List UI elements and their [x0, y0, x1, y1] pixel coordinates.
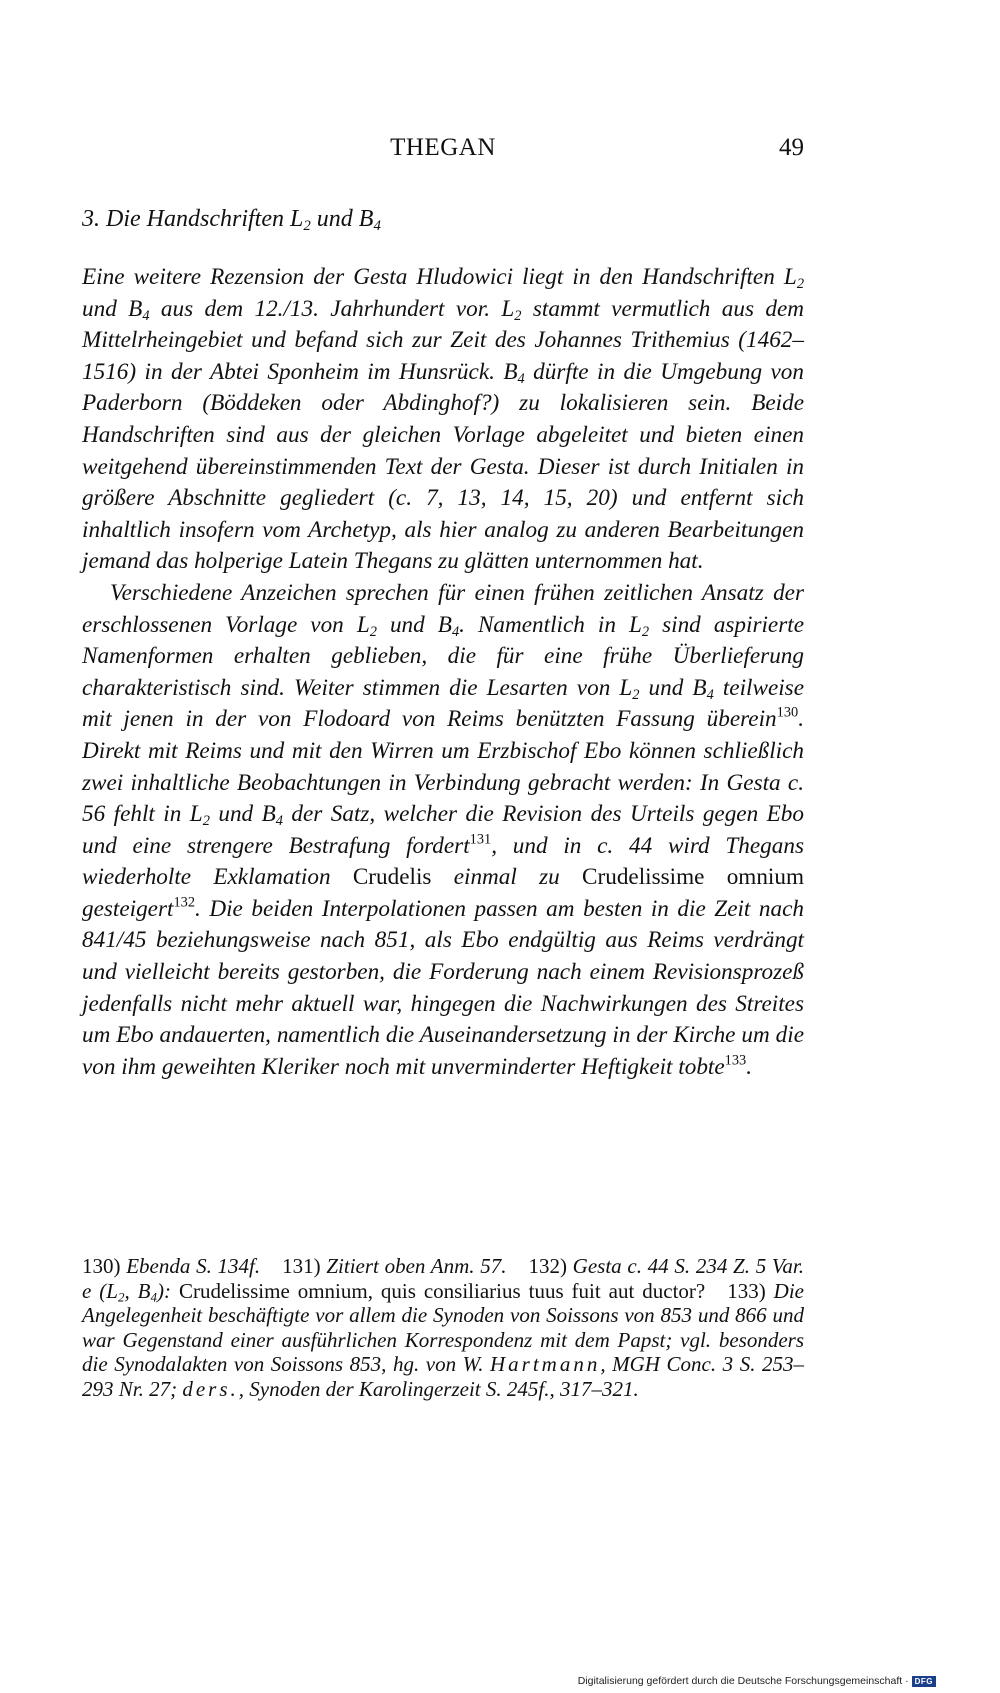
- text-run: . Direkt mit Reims und mit den Wirren um Erzbischof Ebo können schließlich zwei inhaltliche Beobachtungen in Verbindung gebracht werden: In Gesta c. 56 fehlt in L: [82, 706, 804, 828]
- text-run: . Namentlich in L: [459, 611, 642, 638]
- footnote-number: 130): [82, 1254, 127, 1278]
- latin-quote: Crudelissime omnium, quis consiliarius tuus fuit aut ductor?: [171, 1278, 706, 1303]
- text-run: dürfte in die Umgebung von Paderborn (Böddeken oder Abdinghof?) zu lokalisieren sein. Beide Handschriften sind aus der gleichen Vorlage abgeleitet und bieten einen weitgehend übereinstimmenden Text der Gesta. Dieser ist durch Initialen in größere Abschnitte gegliedert (c. 7, 13, 14, 15, 20) und entfernt sich inhaltlich insofern vom Archetyp, als hier analog zu anderen Bearbeitungen jemand das holperige Latein Thegans zu glätten unternommen hat.: [82, 358, 804, 575]
- footnote-ref-132: 132: [173, 894, 195, 911]
- footnote-number: 133): [727, 1278, 774, 1303]
- footnote-number: 132): [528, 1254, 573, 1278]
- author-name: Hartmann: [490, 1352, 601, 1377]
- footnote-132: Gesta c. 44 S. 234 Z. 5 Var. e (L: [82, 1254, 805, 1303]
- text-run: teilweise mit jenen in der von Flodoard von Reims benützten Fassung überein: [82, 674, 804, 733]
- text-run: stammt vermutlich aus dem Mittelrheingebiet und befand sich zur Zeit des Johannes Trithemius (1462–1516) in der Abtei Sponheim im Hunsrück. B: [82, 295, 804, 385]
- subscript: 2: [796, 276, 804, 293]
- footnote-132: , B: [124, 1278, 151, 1303]
- footnote-block: [82, 1254, 804, 1402]
- heading-text: 3. Die Handschriften L: [82, 206, 304, 232]
- section-heading: [82, 206, 804, 233]
- footnote-ref-133: 133: [724, 1052, 747, 1069]
- digitization-text: Digitalisierung gefördert durch die Deutsche Forschungsgemeinschaft ·: [577, 1675, 909, 1687]
- footnotes: [82, 1254, 804, 1402]
- subscript: 4: [706, 686, 714, 703]
- paragraph-1: [82, 262, 804, 578]
- subscript: 4: [142, 307, 150, 324]
- page-number: 49: [779, 134, 804, 161]
- subscript: 2: [641, 623, 650, 640]
- footnote-133: , Synoden der Karolingerzeit S. 245f., 317–321.: [238, 1376, 639, 1401]
- running-title: THEGAN: [390, 134, 496, 161]
- text-run: und B: [639, 674, 707, 701]
- text-run: und B: [82, 295, 143, 322]
- text-run: . Die beiden Interpolationen passen am besten in die Zeit nach 841/45 beziehungsweise nach 851, als Ebo endgültig aus Reims verdrängt und vielleicht bereits gestorben, die Forderung nach einem Revisionsprozeß jedenfalls nicht mehr aktuell war, hingegen die Nachwirkungen des Streites um Ebo andauerten, namentlich die Auseinandersetzung in der Kirche um die von ihm geweihten Kleriker noch mit unverminderter Heftigkeit tobte: [82, 895, 804, 1080]
- text-run: einmal zu: [431, 864, 583, 891]
- subscript: 2: [202, 813, 210, 830]
- text-run: Eine weitere Rezension der Gesta Hludowici liegt in den Handschriften L: [82, 264, 797, 290]
- subscript: 2: [117, 1289, 125, 1305]
- body-text: [82, 262, 804, 1083]
- text-run: .: [746, 1053, 753, 1080]
- footnote-130: Ebenda S. 134f.: [126, 1254, 261, 1278]
- text-run: der Satz, welcher die Revision des Urteils gegen Ebo und eine strengere Bestrafung fordert: [82, 801, 804, 859]
- text-run: sind aspirierte Namenformen erhalten geblieben, die für eine frühe Überlieferung charakteristisch sind. Weiter stimmen die Lesarten von L: [82, 611, 804, 701]
- subscript: 2: [632, 686, 640, 703]
- subscript: 4: [275, 813, 283, 830]
- text-run: und B: [209, 801, 276, 828]
- latin-quote: Crudelissime omnium: [582, 864, 804, 891]
- footnote-132: ):: [157, 1278, 171, 1303]
- author-name: ders.: [182, 1376, 239, 1401]
- text-run: gesteigert: [82, 895, 174, 922]
- running-head: [82, 134, 804, 168]
- footnote-number: 131): [282, 1254, 327, 1278]
- subscript: 4: [373, 218, 381, 235]
- text-run: aus dem 12./13. Jahrhundert vor. L: [149, 295, 515, 322]
- text-run: und B: [376, 611, 452, 638]
- subscript: 4: [517, 370, 525, 387]
- footnote-131: Zitiert oben Anm. 57.: [326, 1254, 507, 1278]
- text-run: Verschiedene Anzeichen sprechen für einen frühen zeitlichen Ansatz der erschlossenen Vorlage von L: [82, 579, 804, 638]
- footnote-ref-130: 130: [776, 704, 799, 721]
- footnote-133: Die Angelegenheit beschäftigte vor allem die Synoden von Soissons von 853 und 866 und war Gegenstand einer ausführlichen Korrespondenz mit dem Papst; vgl. besonders die Synodalakten von Soissons 853, hg. von W.: [82, 1278, 804, 1377]
- latin-quote: Crudelis: [352, 864, 432, 891]
- subscript: 2: [369, 623, 377, 640]
- subscript: 4: [150, 1289, 157, 1305]
- paragraph-2: [82, 578, 804, 1084]
- heading-text: und B: [310, 206, 374, 232]
- dfg-logo: DFG: [912, 1676, 936, 1687]
- subscript: 2: [303, 218, 311, 235]
- text-run: , und in c. 44 wird Thegans wiederholte Exklamation: [82, 832, 804, 891]
- footnote-ref-131: 131: [469, 831, 492, 848]
- footnote-133: , MGH Conc. 3 S. 253–293 Nr. 27;: [82, 1352, 804, 1401]
- subscript: 4: [451, 623, 460, 640]
- subscript: 2: [514, 307, 522, 324]
- digitization-note: [578, 1675, 936, 1687]
